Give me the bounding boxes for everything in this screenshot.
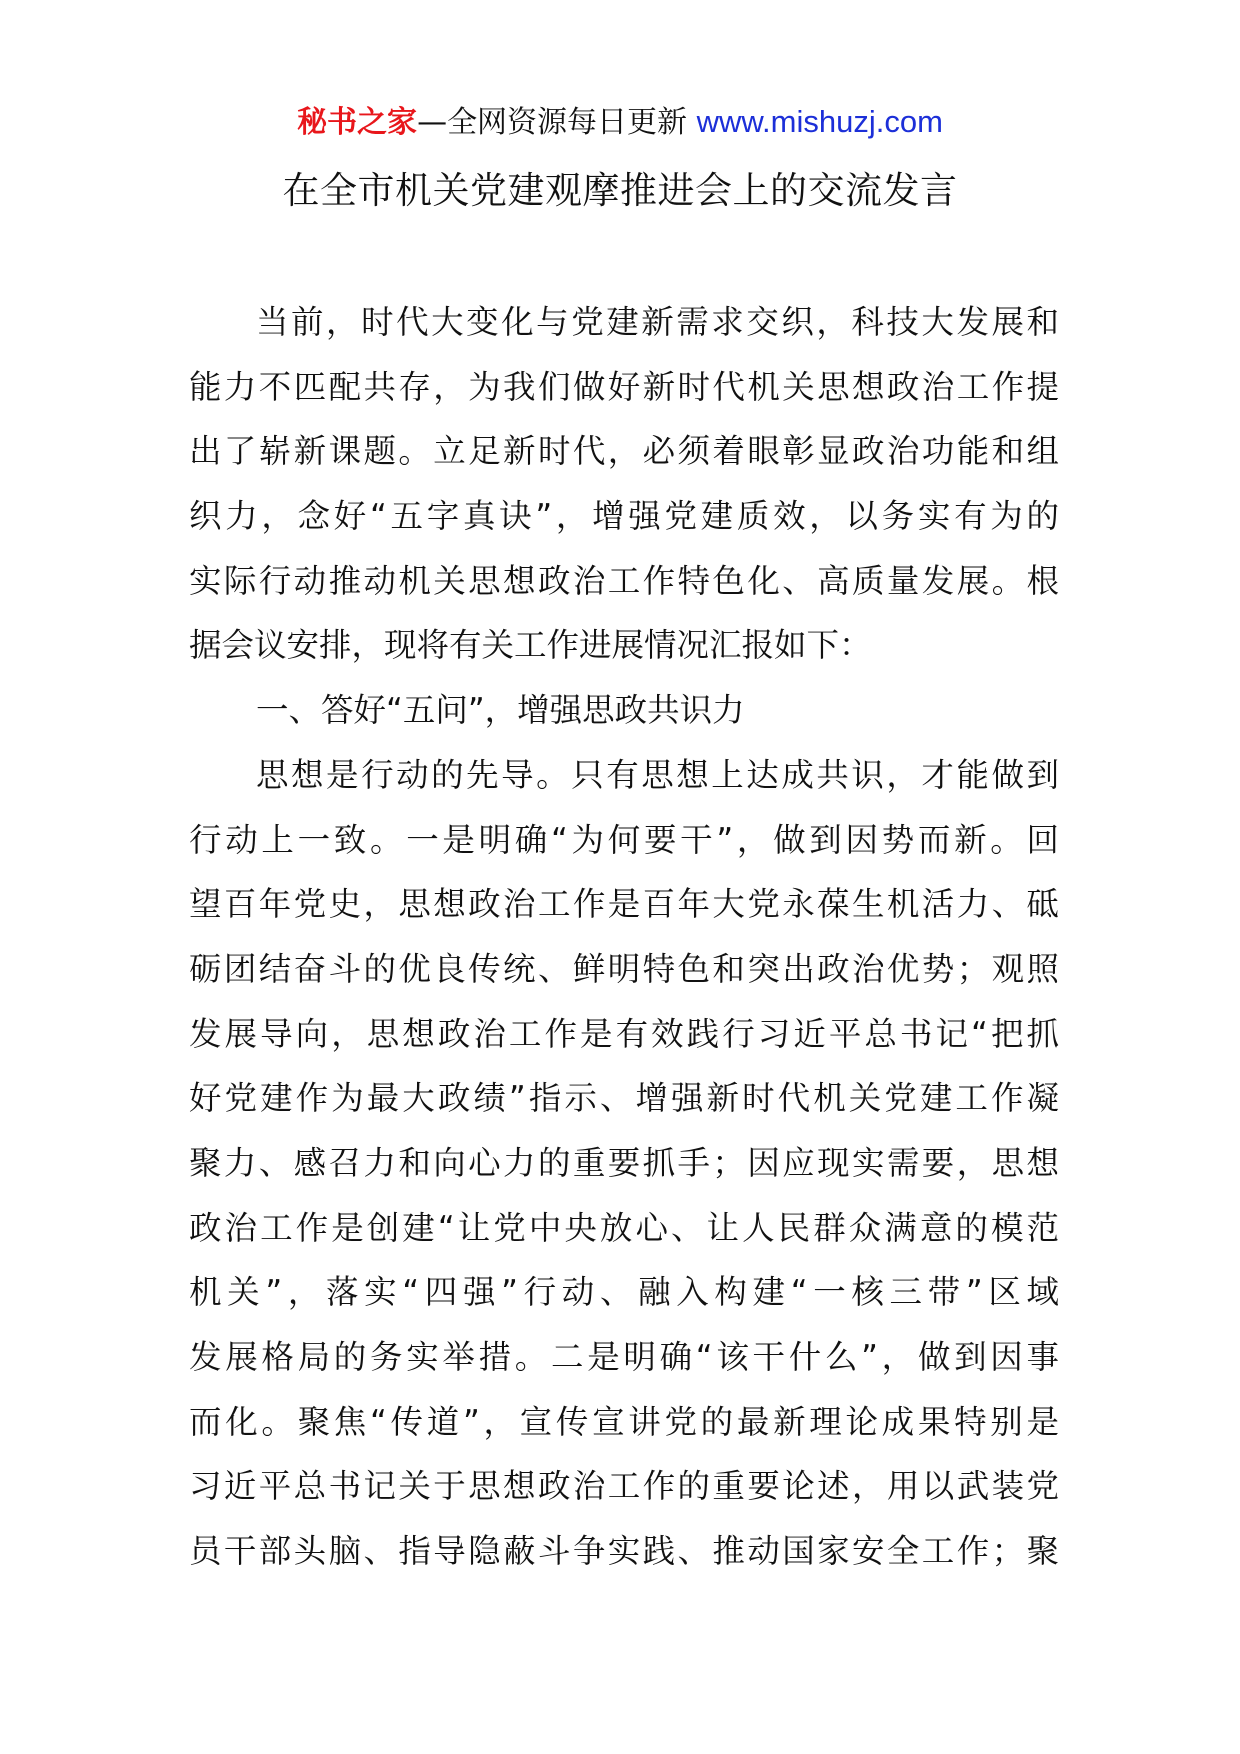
paragraph-line: 员干部头脑、指导隐蔽斗争实践、推动国家安全工作；聚 xyxy=(189,1532,1059,1571)
paragraph-line: 行动上一致。一是明确“为何要干”，做到因势而新。回 xyxy=(189,820,1059,859)
paragraph-line: 发展导向，思想政治工作是有效践行习近平总书记“把抓 xyxy=(189,1014,1059,1053)
paragraph-line: 当前，时代大变化与党建新需求交织，科技大发展和 xyxy=(256,303,1059,341)
site-url-link[interactable]: www.mishuzj.com xyxy=(696,104,943,139)
paragraph-line: 机关”，落实“四强”行动、融入构建“一核三带”区域 xyxy=(189,1273,1059,1312)
watermark-header xyxy=(0,102,1240,143)
paragraph-line: 出了崭新课题。立足新时代，必须着眼彰显政治功能和组 xyxy=(189,432,1059,471)
section-heading: 一、答好“五问”，增强思政共识力 xyxy=(256,691,745,730)
paragraph-line: 能力不匹配共存，为我们做好新时代机关思想政治工作提 xyxy=(189,367,1059,406)
paragraph-line: 政治工作是创建“让党中央放心、让人民群众满意的模范 xyxy=(189,1208,1059,1247)
paragraph-line: 据会议安排，现将有关工作进展情况汇报如下： xyxy=(189,626,872,665)
document-title: 在全市机关党建观摩推进会上的交流发言 xyxy=(282,169,958,212)
document-body xyxy=(189,290,1059,1584)
header-slogan: —全网资源每日更新 xyxy=(417,105,697,140)
paragraph-line: 聚力、感召力和向心力的重要抓手；因应现实需要，思想 xyxy=(189,1143,1059,1182)
paragraph-line: 习近平总书记关于思想政治工作的重要论述，用以武装党 xyxy=(189,1467,1059,1506)
paragraph-line: 思想是行动的先导。只有思想上达成共识，才能做到 xyxy=(256,755,1059,794)
paragraph-line: 发展格局的务实举措。二是明确“该干什么”，做到因事 xyxy=(189,1338,1059,1376)
paragraph-line: 望百年党史，思想政治工作是百年大党永葆生机活力、砥 xyxy=(189,885,1059,924)
paragraph-line: 实际行动推动机关思想政治工作特色化、高质量发展。根 xyxy=(189,561,1059,600)
brand-name: 秘书之家 xyxy=(297,105,418,140)
paragraph-line: 织力，念好“五字真诀”，增强党建质效，以务实有为的 xyxy=(189,497,1059,536)
paragraph-line: 好党建作为最大政绩”指示、增强新时代机关党建工作凝 xyxy=(189,1079,1059,1118)
paragraph-line: 而化。聚焦“传道”，宣传宣讲党的最新理论成果特别是 xyxy=(189,1402,1059,1441)
paragraph-line: 砺团结奋斗的优良传统、鲜明特色和突出政治优势；观照 xyxy=(189,949,1059,988)
